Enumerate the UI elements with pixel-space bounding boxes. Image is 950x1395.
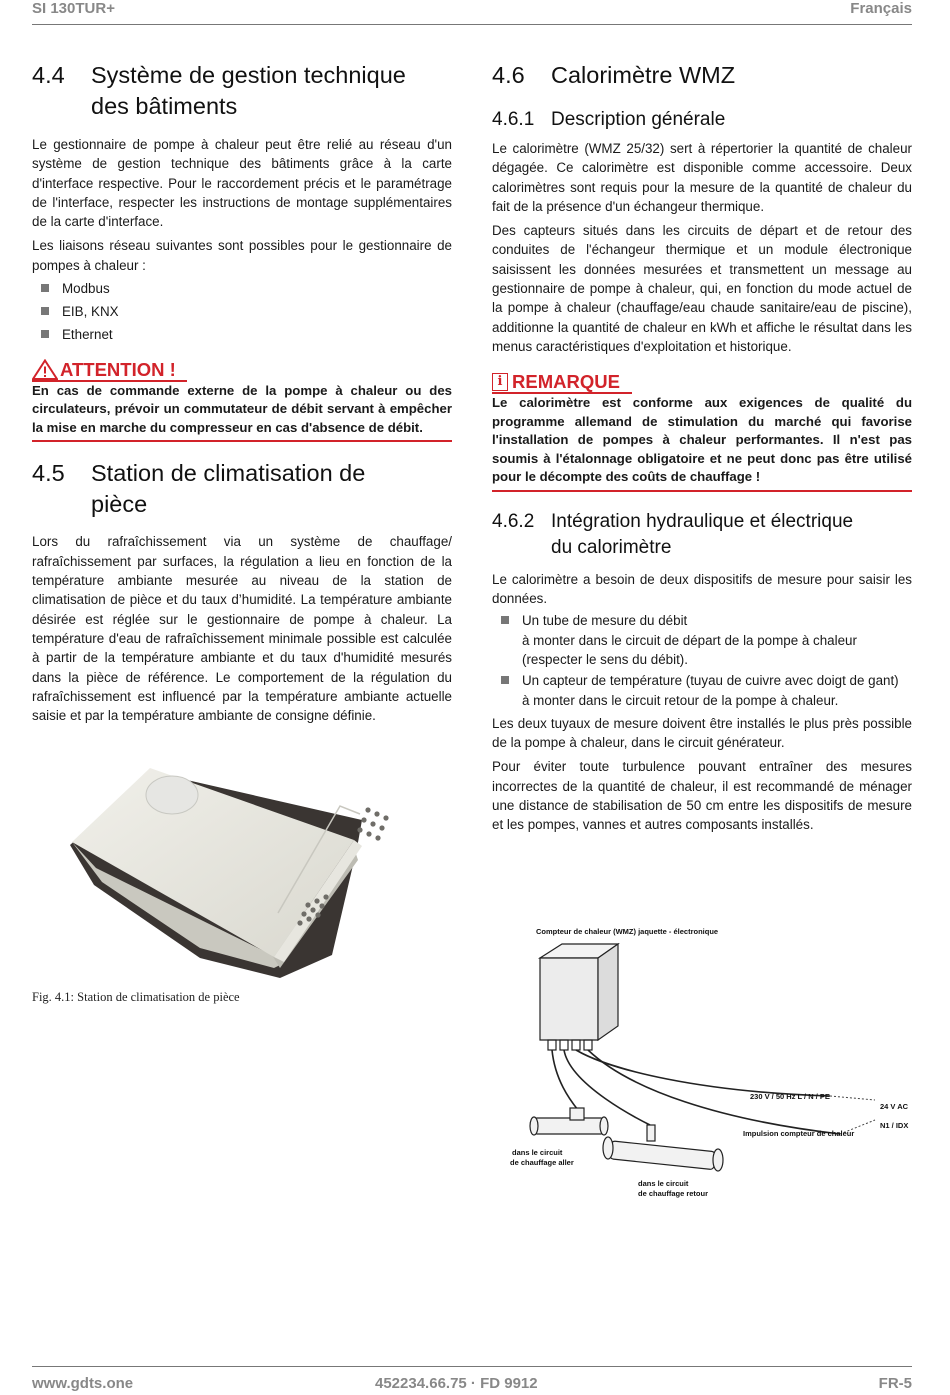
attention-title: ATTENTION ! (60, 358, 176, 380)
room-station-image (32, 750, 452, 985)
item-line: Un tube de mesure du débit (522, 613, 688, 629)
figure-caption: Fig. 4.1: Station de climatisation de pièce (32, 990, 240, 1005)
measurement-list (492, 611, 912, 709)
list-item: EIB, KNX (32, 302, 452, 321)
page-number: FR-5 (878, 1375, 912, 1392)
title-line-1: Intégration hydraulique et électrique (551, 510, 854, 532)
remarque-text: Le calorimètre est conforme aux exigences de qualité du programme allemand de stimulation du marché qui favorise l'installation de pompes à chaleur performantes. Il n'est pas soumis à l'étalonnage obligatoire et ne peut donc pas être utilisé pour le décompte des coûts de chauffage ! (492, 394, 912, 492)
diagram-title: Compteur de chaleur (WMZ) jaquette - électronique (536, 927, 719, 936)
subsection-number: 4.6.1 (492, 109, 535, 130)
subsection-title: Description générale (551, 109, 726, 130)
list-item: Ethernet (32, 325, 452, 344)
section-4-5-heading (32, 458, 452, 520)
impulse-label: Impulsion compteur de chaleur (743, 1129, 855, 1138)
section-4-6-heading (492, 60, 912, 91)
attention-text: En cas de commande externe de la pompe à chaleur ou des circulateurs, prévoir un commutateur de débit servant à empêcher la mise en marche du compresseur en cas d'absence de débit. (32, 382, 452, 443)
remarque-title: REMARQUE (512, 371, 620, 393)
s44-paragraph-2: Les liaisons réseau suivantes sont possibles pour le gestionnaire de pompes à chaleur : (32, 238, 452, 273)
list-item (492, 611, 912, 669)
voltage-label: 24 V AC (880, 1102, 909, 1111)
right-column (492, 60, 912, 835)
website: www.gdts.one (32, 1375, 134, 1392)
title-line-1: Station de climatisation de (91, 460, 366, 487)
retour-label-1: dans le circuit (638, 1179, 689, 1188)
attention-notice (32, 359, 452, 443)
list-item: Modbus (32, 279, 452, 298)
attention-title-row (32, 359, 452, 380)
page-header (32, 0, 912, 25)
left-column (32, 60, 452, 1005)
section-title (91, 60, 406, 122)
item-line: à monter dans le circuit retour de la pompe à chaleur. (522, 692, 839, 708)
remarque-notice (492, 371, 912, 492)
document-model: SI 130TUR+ (32, 0, 115, 17)
power-label: 230 V / 50 Hz L / N / PE (750, 1092, 830, 1101)
flow-tube (530, 1108, 608, 1135)
s44-paragraph-1: Le gestionnaire de pompe à chaleur peut être relié au réseau d'un système de gestion technique des bâtiments grâce à la carte d'interface respective. Pour le raccordement précis et le paramétrage de l'interface, respecter les instructions de montage supplémentaires de la carte d'interface. (32, 137, 452, 230)
section-4-4-heading (32, 60, 452, 122)
remarque-title-row (492, 371, 912, 392)
s462-paragraph-2: Les deux tuyaux de mesure doivent être installés le plus près possible de la pompe à chaleur, dans le circuit générateur. (492, 715, 912, 751)
s461-paragraph-2: Des capteurs situés dans les circuits de départ et de retour des conduites de l'échangeur thermique et un module électronique saisissent les données mesurées et transmettent un message au gestionnaire de pompe à chaleur, qui, en fonction du mode actuel de la pompe à chaleur (chauffage/eau chaude sanitaire/eau de piscine), additionne la quantité de chaleur en kWh et affiche le résultat dans les menus caractéristiques d'exploitation et historique. (492, 223, 912, 354)
section-title (91, 458, 365, 520)
document-language: Français (850, 0, 912, 17)
network-list (32, 279, 452, 344)
s462-paragraph-1: Le calorimètre a besoin de deux dispositifs de mesure pour saisir les données. (492, 571, 912, 607)
section-number: 4.4 (32, 62, 65, 88)
list-item (492, 671, 912, 710)
info-icon: i (492, 373, 508, 391)
item-line: Un capteur de température (tuyau de cuivre avec doigt de gant) (522, 673, 899, 689)
connector-label: N1 / IDX (880, 1121, 909, 1130)
heat-meter-diagram (500, 920, 920, 1210)
title-line-2: des bâtiments (91, 93, 238, 119)
section-number: 4.5 (32, 460, 65, 487)
section-title: Calorimètre WMZ (551, 62, 736, 88)
title-line-1: Système de gestion technique (91, 62, 406, 88)
electronic-housing (540, 944, 618, 1050)
s461-paragraph-1: Le calorimètre (WMZ 25/32) sert à répertorier la quantité de chaleur dégagée. Ce calorimètre est disponible comme accessoire. Deux calorimètres sont requis pour la mesure de la quantité de chaleur du fait de la présence d'un échangeur thermique. (492, 141, 912, 214)
s45-paragraph-1: Lors du rafraîchissement via un système de chauffage/ rafraîchissement par surfaces, la régulation a lieu en fonction de la température ambiante mesurée au niveau de la station de climatisation de pièce et du taux d’humidité. La température ambiante désirée est réglée sur le gestionnaire de pompe à chaleur. La température d'eau de rafraîchissement minimale possible est calculée à partir de la température ambiante et du taux d'humidité mesurés dans la pièce de référence. Le comportement de la régulation du rafraîchissement est influencé par la température ambiante actuelle saisie et par la température ambiante de consigne définie. (32, 534, 452, 724)
title-line-2: pièce (91, 491, 148, 518)
subsection-number: 4.6.2 (492, 510, 535, 532)
aller-label-2: de chauffage aller (510, 1158, 574, 1167)
subsection-title (551, 509, 853, 561)
document-number: 452234.66.75 · FD 9912 (375, 1375, 538, 1392)
page-footer (32, 1366, 912, 1395)
section-number: 4.6 (492, 62, 525, 88)
title-line-2: du calorimètre (551, 536, 672, 558)
temperature-sensor-tube (603, 1125, 723, 1171)
warning-triangle-icon (32, 359, 58, 380)
item-line: à monter dans le circuit de départ de la pompe à chaleur (respecter le sens du débit). (522, 632, 857, 667)
section-4-6-1-heading (492, 107, 912, 133)
retour-label-2: de chauffage retour (638, 1189, 709, 1198)
aller-label-1: dans le circuit (512, 1148, 563, 1157)
s462-paragraph-3: Pour éviter toute turbulence pouvant entraîner des mesures incorrectes de la quantité de chaleur, il est recommandé de ménager une distance de stabilisation de 50 cm entre les dispositifs de mesure et les pompes, vannes et autres composants installés. (492, 759, 912, 833)
section-4-6-2-heading (492, 509, 912, 561)
